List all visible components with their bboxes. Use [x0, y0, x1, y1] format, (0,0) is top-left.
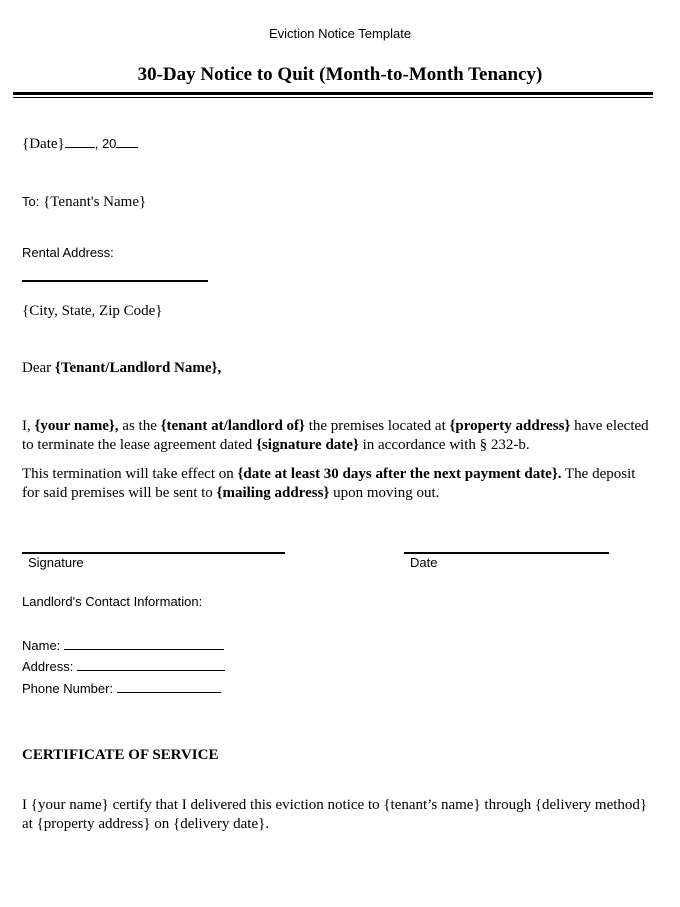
date-line: [22, 136, 138, 153]
year-prefix: , 20: [94, 136, 117, 151]
contact-address-label: Address:: [22, 659, 74, 674]
to-line: [22, 194, 146, 211]
para2-mailing-address: {mailing address}: [216, 485, 330, 501]
para2-effective-date: {date at least 30 days after the next payment date}.: [237, 466, 562, 482]
template-header: Eviction Notice Template: [268, 26, 412, 41]
date-placeholder: {Date}: [22, 136, 65, 152]
title-rule-thick: [13, 92, 653, 95]
contact-phone-row: [22, 681, 221, 696]
contact-name-blank: [64, 649, 224, 650]
para1-text-1: I,: [22, 418, 31, 434]
rental-address-blank: [22, 280, 208, 282]
para1-signature-date: {signature date}: [256, 437, 359, 453]
landlord-contact-title: Landlord's Contact Information:: [22, 594, 203, 609]
para2-text-1: This termination will take effect on: [22, 466, 234, 482]
effective-date-paragraph: [22, 465, 654, 503]
termination-paragraph: [22, 417, 654, 455]
date-label: Date: [410, 555, 438, 570]
para2-text-3: upon moving out.: [333, 485, 440, 501]
contact-phone-blank: [117, 692, 221, 693]
city-state-zip-placeholder: {City, State, Zip Code}: [22, 303, 163, 319]
title-rule-thin: [13, 97, 653, 98]
para1-your-name: {your name},: [34, 418, 119, 434]
para2-text-2: The deposit for said premises will be sent to: [22, 466, 636, 501]
notice-title: 30-Day Notice to Quit (Month-to-Month Tenancy): [137, 64, 543, 85]
contact-address-blank: [77, 670, 225, 671]
tenant-name-placeholder: {Tenant's Name}: [43, 194, 147, 210]
contact-name-row: [22, 638, 224, 653]
contact-phone-label: Phone Number:: [22, 681, 114, 696]
salutation: [22, 360, 221, 377]
para1-text-5: in accordance with § 232-b.: [362, 437, 530, 453]
para1-text-2: as the: [122, 418, 157, 434]
certificate-of-service-title: CERTIFICATE OF SERVICE: [22, 747, 219, 763]
year-blank: [116, 147, 138, 148]
salutation-dear: Dear: [22, 360, 52, 376]
certificate-of-service-text: I {your name} certify that I delivered this eviction notice to {tenant’s name} through {delivery method} at {property address} on {delivery date}.: [22, 797, 648, 832]
para1-text-4: have elected to terminate the lease agreement dated: [22, 418, 649, 453]
day-blank: [65, 147, 95, 148]
rental-address-label: Rental Address:: [22, 245, 114, 260]
signature-label: Signature: [28, 555, 84, 570]
para1-property-address: {property address}: [449, 418, 571, 434]
contact-name-label: Name:: [22, 638, 61, 653]
para1-tenant-landlord: {tenant at/landlord of}: [160, 418, 305, 434]
contact-address-row: [22, 659, 225, 674]
signature-blank: [22, 552, 285, 554]
to-label: To:: [22, 194, 40, 209]
salutation-name: {Tenant/Landlord Name},: [54, 360, 222, 376]
date-blank: [404, 552, 609, 554]
para1-text-3: the premises located at: [308, 418, 446, 434]
